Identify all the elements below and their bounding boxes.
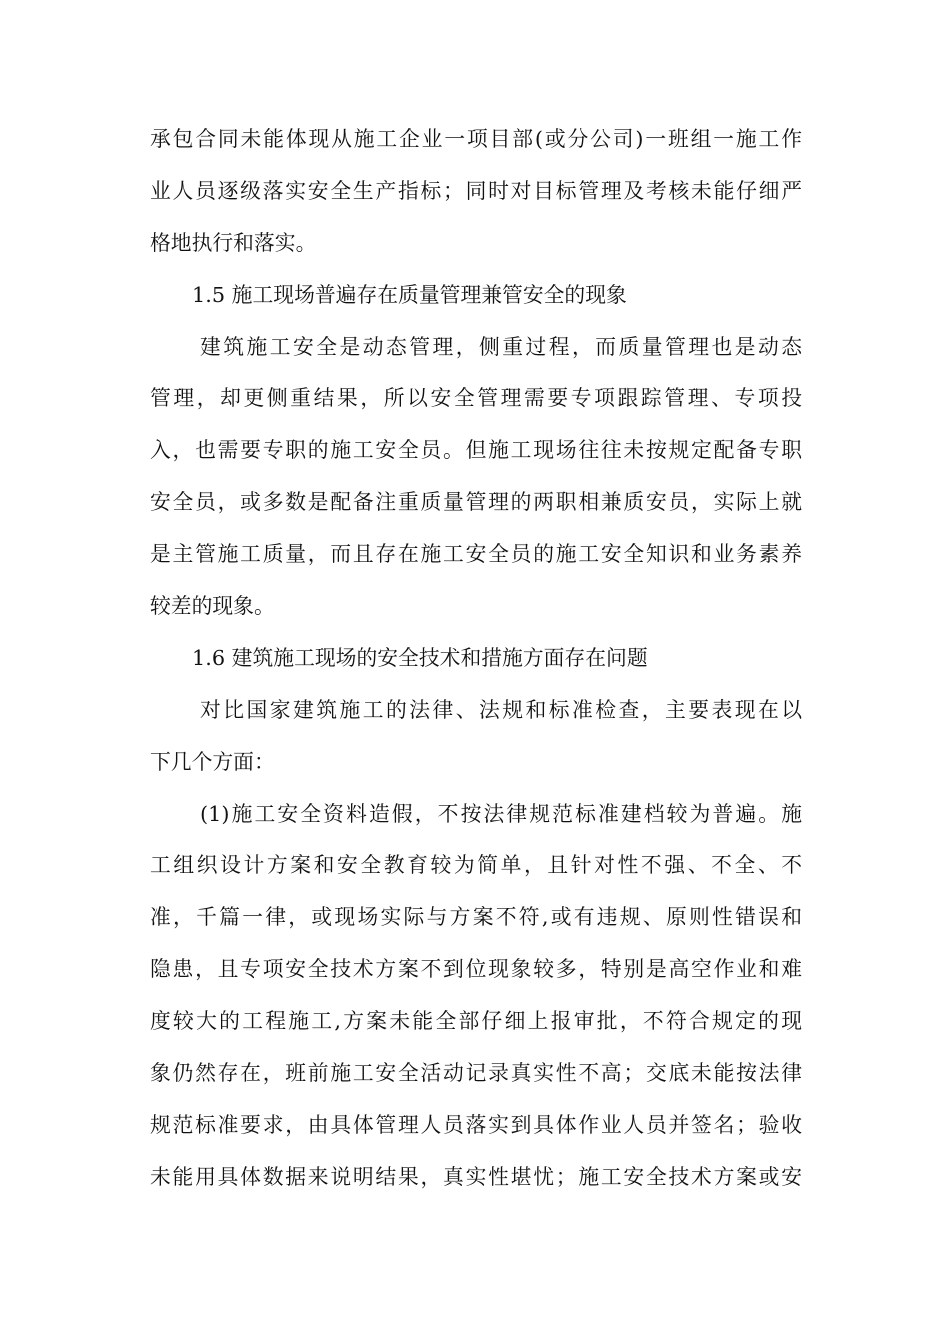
text-line: 准，千篇一律，或现场实际与方案不符,或有违规、原则性错误和 (150, 905, 802, 930)
text-line: 规范标准要求，由具体管理人员落实到具体作业人员并签名；验收 (150, 1112, 802, 1137)
text-line: 承包合同未能体现从施工企业一项目部(或分公司)一班组一施工作 (150, 127, 802, 151)
text-line: 隐患，且专项安全技术方案不到位现象较多，特别是高空作业和难 (150, 957, 802, 982)
text-line: 对比国家建筑施工的法律、法规和标准检查，主要表现在以 (200, 697, 802, 722)
text-line: 度较大的工程施工,方案未能全部仔细上报审批，不符合规定的现 (150, 1009, 802, 1034)
document-body (150, 114, 802, 1204)
text-line: 建筑施工安全是动态管理，侧重过程，而质量管理也是动态 (200, 334, 802, 359)
text-line: 象仍然存在，班前施工安全活动记录真实性不高；交底未能按法律 (150, 1061, 802, 1086)
text-line: 较差的现象。 (150, 594, 275, 619)
text-line: 格地执行和落实。 (150, 230, 317, 255)
text-line: 业人员逐级落实安全生产指标；同时对目标管理及考核未能仔细严 (150, 178, 802, 203)
text-line: 是主管施工质量，而且存在施工安全员的施工安全知识和业务素养 (150, 542, 802, 567)
text-line: 安全员，或多数是配备注重质量管理的两职相兼质安员，实际上就 (150, 490, 802, 515)
text-line: (1)施工安全资料造假，不按法律规范标准建档较为普遍。施 (200, 801, 802, 826)
section-heading-1-6: 1.6 建筑施工现场的安全技术和措施方面存在问题 (192, 645, 648, 670)
section-heading-1-5: 1.5 施工现场普遍存在质量管理兼管安全的现象 (192, 282, 627, 307)
text-line: 管理，却更侧重结果，所以安全管理需要专项跟踪管理、专项投 (150, 386, 802, 411)
text-line: 未能用具体数据来说明结果，真实性堪忧；施工安全技术方案或安 (150, 1164, 802, 1189)
text-line: 下几个方面： (150, 749, 275, 774)
text-line: 入，也需要专职的施工安全员。但施工现场往往未按规定配备专职 (150, 438, 802, 463)
text-line: 工组织设计方案和安全教育较为简单，且针对性不强、不全、不 (150, 853, 802, 878)
